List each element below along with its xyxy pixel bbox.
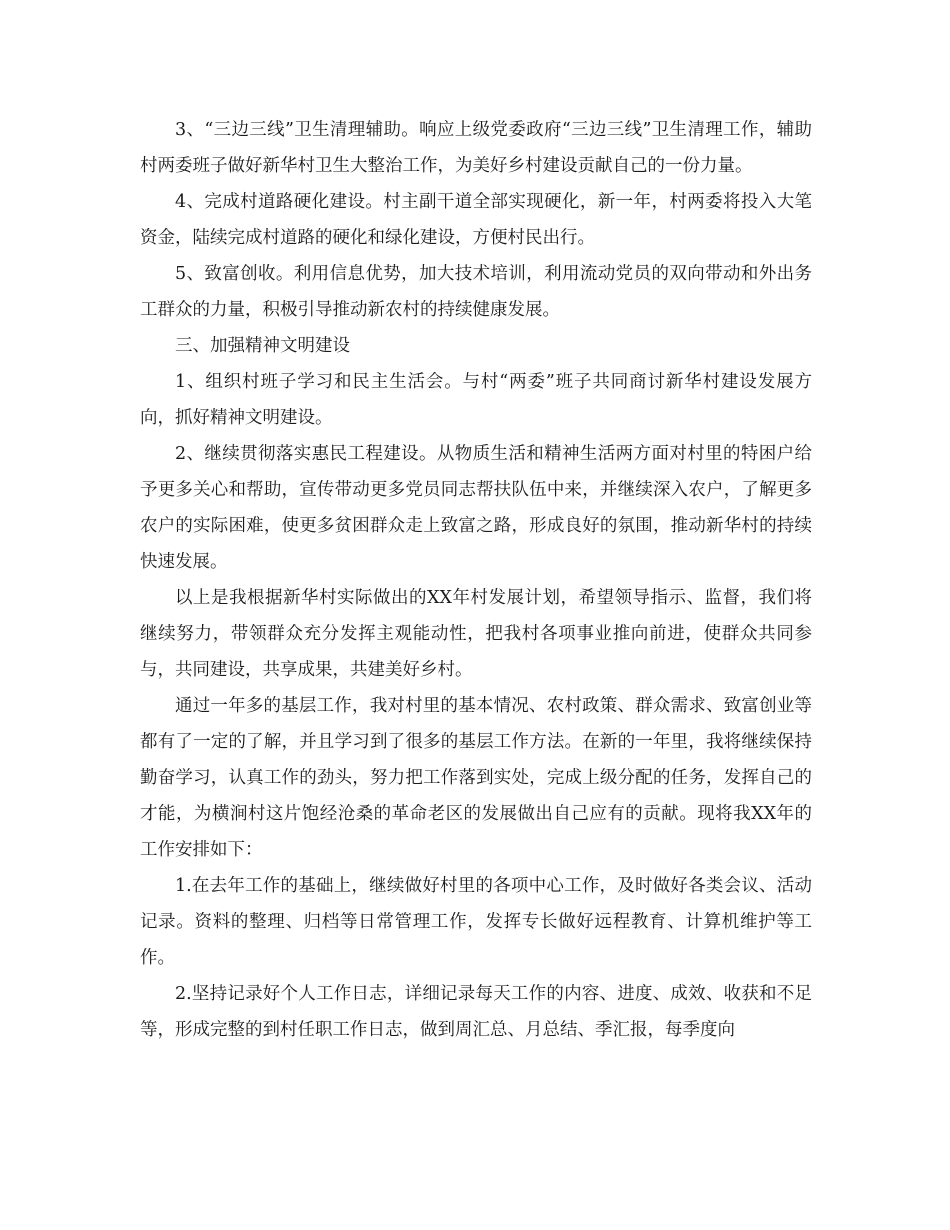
paragraph-welfare-projects: 2、继续贯彻落实惠民工程建设。从物质生活和精神生活两方面对村里的特困户给予更多关心和帮助，宣传带动更多党员同志帮扶队伍中来，并继续深入农户，了解更多农户的实际困难，使更多贫困群众走上致富之路，形成良好的氛围，推动新华村的持续快速发展。 (140, 444, 812, 572)
paragraph-study-meetings: 1、组织村班子学习和民主生活会。与村“两委”班子共同商讨新华村建设发展方向，抓好精神文明建设。 (140, 372, 812, 428)
section-heading-spiritual-civilization: 三、加强精神文明建设 (175, 336, 350, 356)
paragraph-road-hardening: 4、完成村道路硬化建设。村主副干道全部实现硬化，新一年，村两委将投入大笔资金，陆续完成村道路的硬化和绿化建设，方便村民出行。 (140, 192, 812, 248)
document-body (140, 112, 812, 1048)
paragraph-income-generation: 5、致富创收。利用信息优势，加大技术培训，利用流动党员的双向带动和外出务工群众的力量，积极引导推动新农村的持续健康发展。 (140, 264, 812, 320)
paragraph-item-1: 1.在去年工作的基础上，继续做好村里的各项中心工作，及时做好各类会议、活动记录。资料的整理、归档等日常管理工作，发挥专长做好远程教育、计算机维护等工作。 (140, 876, 812, 968)
paragraph-item-2: 2.坚持记录好个人工作日志，详细记录每天工作的内容、进度、成效、收获和不足等，形成完整的到村任职工作日志，做到周汇总、月总结、季汇报，每季度向 (140, 984, 812, 1040)
paragraph-sanbian-sanxian: 3、“三边三线”卫生清理辅助。响应上级党委政府“三边三线”卫生清理工作，辅助村两委班子做好新华村卫生大整治工作，为美好乡村建设贡献自己的一份力量。 (140, 120, 812, 176)
paragraph-plan-summary: 以上是我根据新华村实际做出的XX年村发展计划，希望领导指示、监督，我们将继续努力，带领群众充分发挥主观能动性，把我村各项事业推向前进，使群众共同参与，共同建设，共享成果，共建美好乡村。 (140, 588, 812, 680)
paragraph-work-reflection: 通过一年多的基层工作，我对村里的基本情况、农村政策、群众需求、致富创业等都有了一定的了解，并且学习到了很多的基层工作方法。在新的一年里，我将继续保持勤奋学习，认真工作的劲头，努力把工作落到实处，完成上级分配的任务，发挥自己的才能，为横涧村这片饱经沧桑的革命老区的发展做出自己应有的贡献。现将我XX年的工作安排如下： (140, 696, 812, 860)
